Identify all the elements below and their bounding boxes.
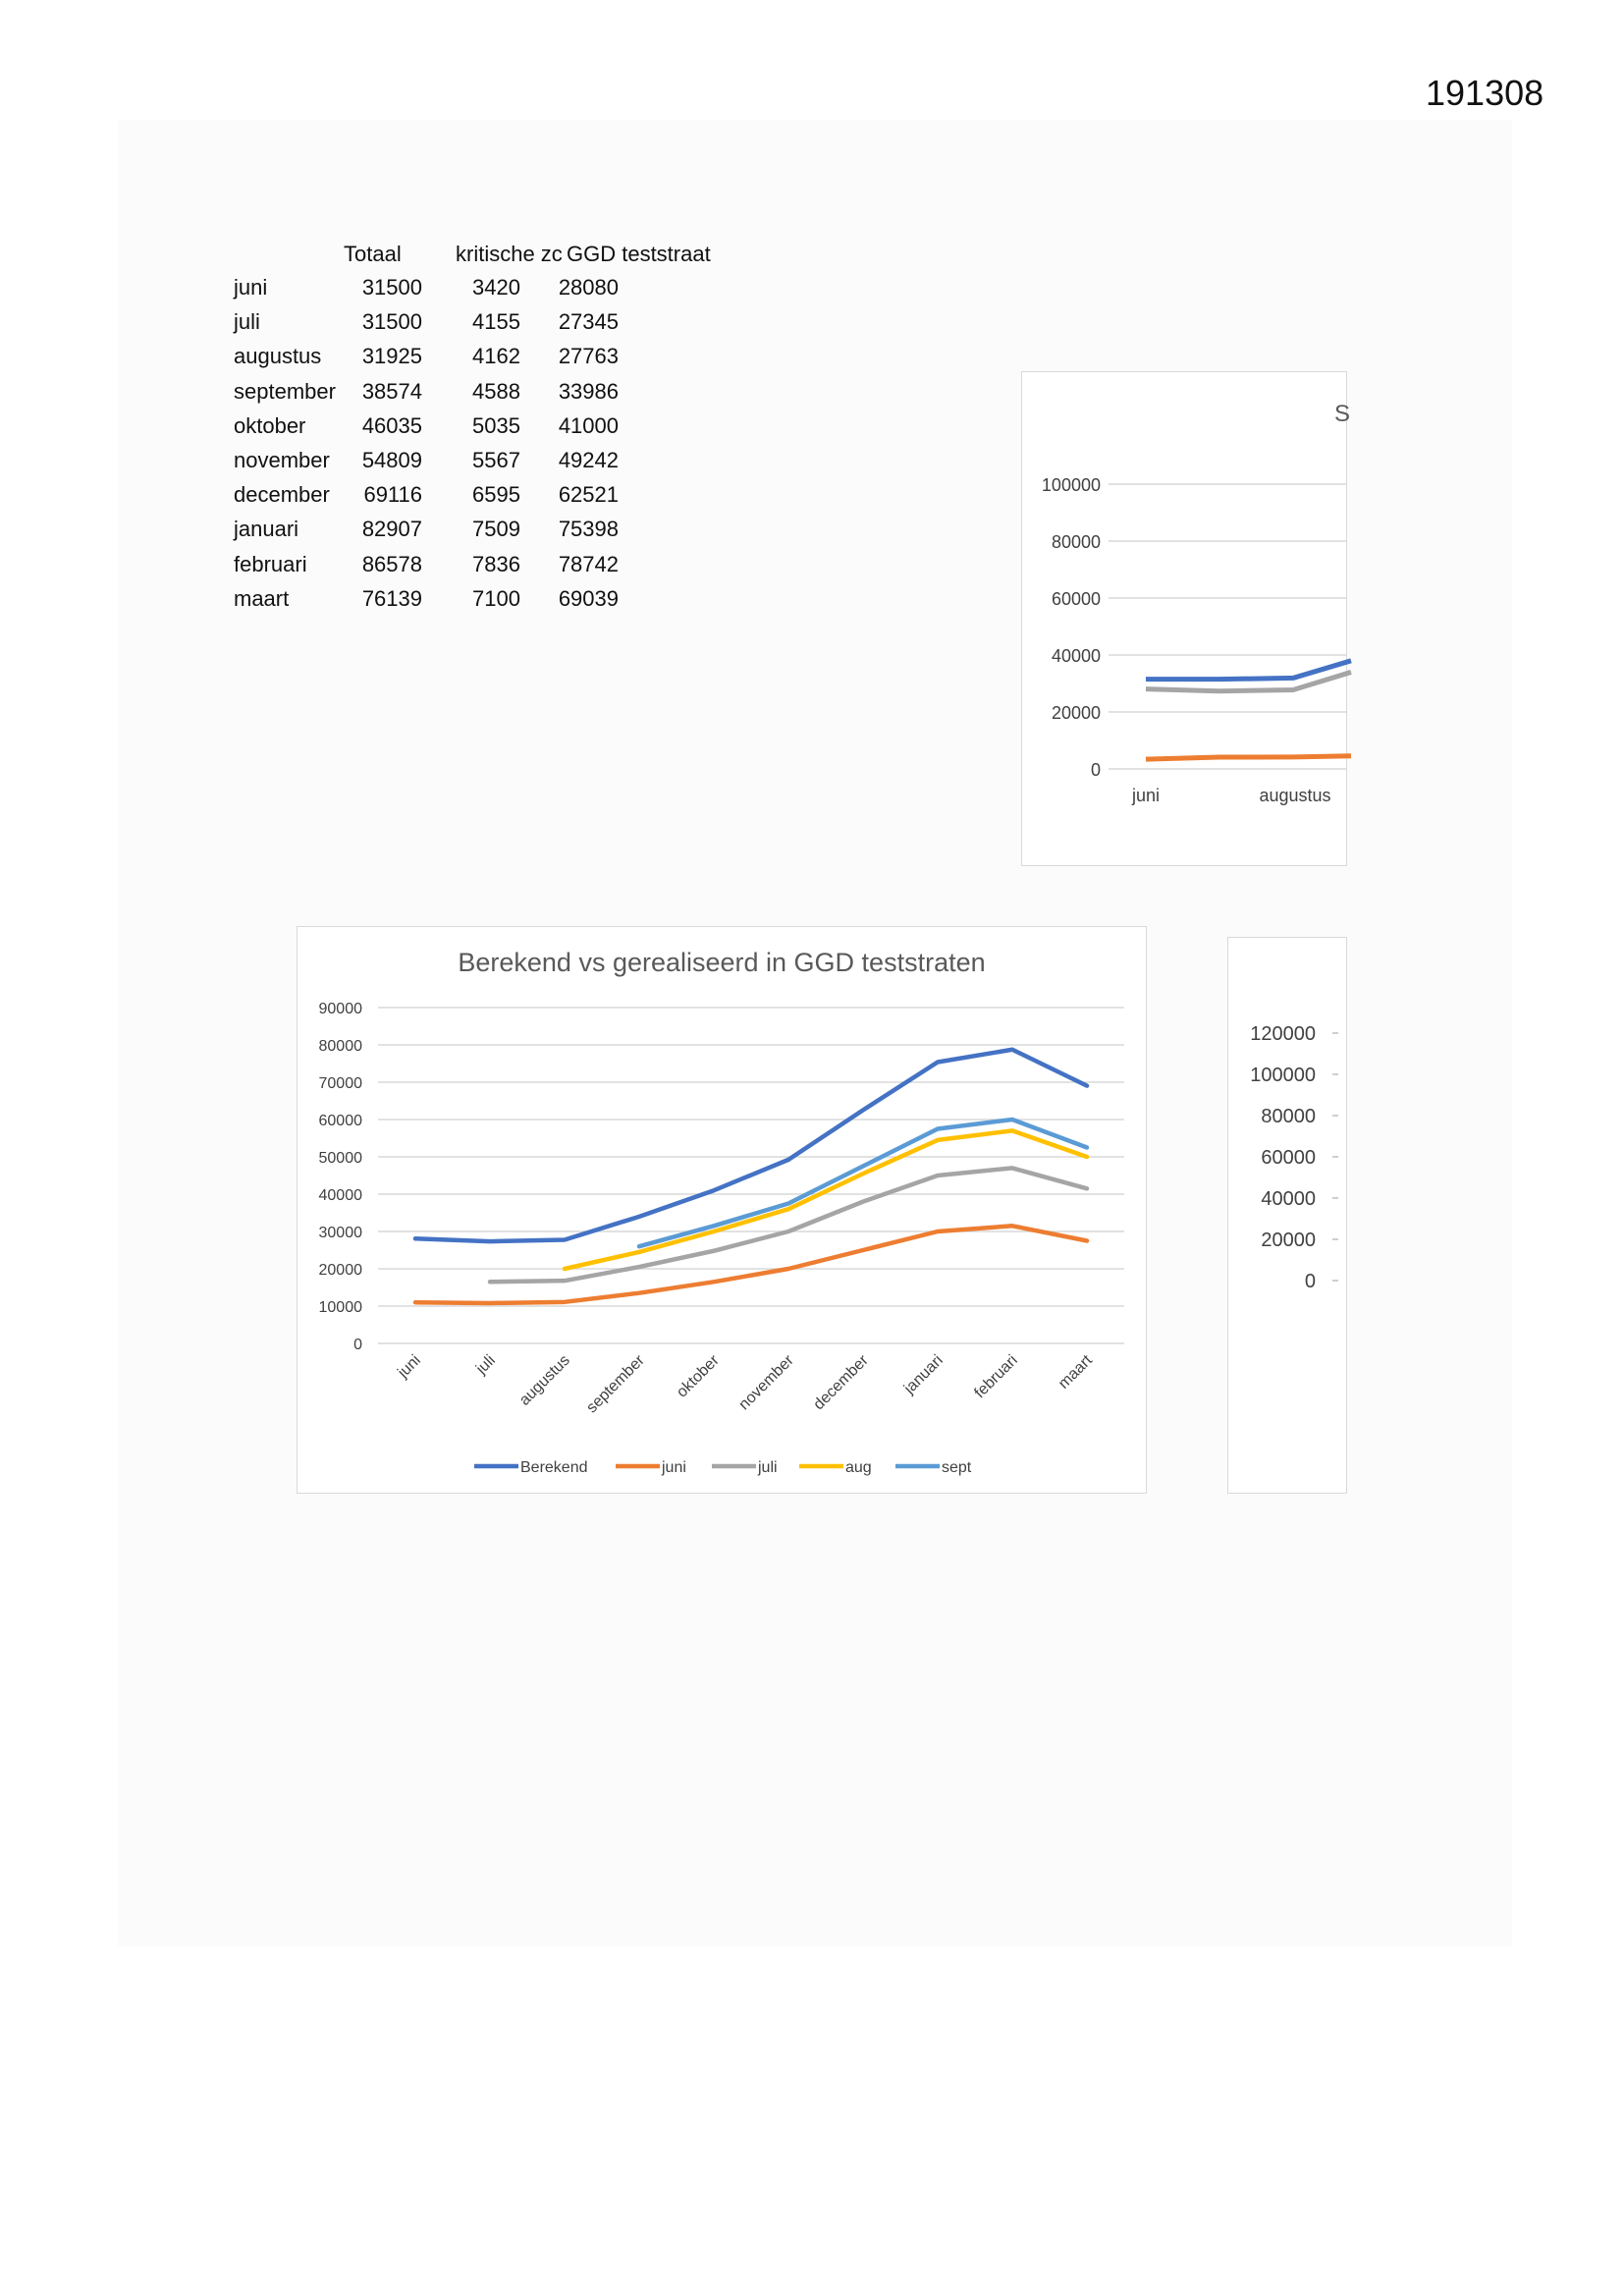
chart-partial-bottom-right-svg bbox=[1228, 938, 1346, 1493]
y-tick-label: 20000 bbox=[318, 1262, 362, 1279]
y-tick-label: 100000 bbox=[1250, 1065, 1316, 1086]
y-tick-label: 0 bbox=[1090, 760, 1101, 780]
table-cell-kritische: 7100 bbox=[472, 585, 520, 611]
table-cell-totaal: 31500 bbox=[361, 309, 422, 335]
x-tick-label: oktober bbox=[674, 1351, 723, 1401]
y-tick-label: 20000 bbox=[1261, 1230, 1316, 1251]
chart-berekend-vs-gerealiseerd-svg bbox=[298, 927, 1146, 1493]
y-tick-label: 10000 bbox=[318, 1299, 362, 1316]
chart-title: S bbox=[1334, 401, 1351, 427]
x-tick-label: juni bbox=[1131, 786, 1161, 805]
table-cell-ggd: 28080 bbox=[558, 275, 619, 300]
table-cell-ggd: 27763 bbox=[558, 344, 619, 369]
y-tick-label: 40000 bbox=[318, 1187, 362, 1204]
y-tick-label: 50000 bbox=[318, 1150, 362, 1167]
y-tick-label: 0 bbox=[353, 1337, 362, 1353]
y-tick-label: 80000 bbox=[318, 1038, 362, 1055]
x-tick-label: juli bbox=[472, 1351, 499, 1378]
table-cell-totaal: 69116 bbox=[363, 482, 422, 508]
x-tick-label: juni bbox=[395, 1351, 424, 1382]
table-cell-totaal: 82907 bbox=[361, 517, 422, 542]
table-cell-month: februari bbox=[234, 551, 307, 576]
table-cell-kritische: 6595 bbox=[472, 482, 520, 508]
table-cell-kritische: 7509 bbox=[472, 517, 520, 542]
x-tick-label: augustus bbox=[1259, 786, 1331, 805]
y-tick-label: 60000 bbox=[1051, 589, 1101, 609]
table-cell-ggd: 62521 bbox=[558, 482, 619, 508]
table-cell-ggd: 33986 bbox=[558, 378, 619, 404]
y-tick-label: 0 bbox=[1304, 1271, 1316, 1292]
y-tick-label: 80000 bbox=[1051, 532, 1101, 552]
table-cell-ggd: 78742 bbox=[558, 551, 619, 576]
table-cell-totaal: 31925 bbox=[361, 344, 422, 369]
x-tick-label: maart bbox=[1055, 1351, 1096, 1393]
table-header-totaal: Totaal bbox=[344, 242, 402, 266]
y-tick-label: 90000 bbox=[318, 1001, 362, 1017]
y-tick-label: 30000 bbox=[318, 1225, 362, 1241]
y-tick-label: 80000 bbox=[1261, 1106, 1316, 1127]
table-cell-totaal: 54809 bbox=[361, 448, 422, 472]
chart-partial-top-right-svg bbox=[1022, 372, 1351, 865]
y-tick-label: 40000 bbox=[1261, 1188, 1316, 1210]
table-cell-month: januari bbox=[234, 517, 299, 542]
table-cell-totaal: 46035 bbox=[361, 412, 422, 438]
table-cell-ggd: 69039 bbox=[558, 585, 619, 611]
x-tick-label: november bbox=[735, 1351, 797, 1414]
table-header-kritische: kritische zc bbox=[456, 242, 563, 266]
legend-label: juli bbox=[758, 1459, 778, 1476]
x-tick-label: augustus bbox=[515, 1351, 573, 1409]
y-tick-label: 60000 bbox=[318, 1113, 362, 1129]
series-line-2 bbox=[1146, 756, 1351, 759]
table-cell-month: juni bbox=[234, 275, 268, 300]
legend-label: juni bbox=[662, 1459, 686, 1476]
x-tick-label: februari bbox=[971, 1351, 1021, 1402]
table-cell-totaal: 31500 bbox=[361, 275, 422, 300]
y-tick-label: 100000 bbox=[1041, 475, 1101, 495]
y-tick-label: 40000 bbox=[1051, 646, 1101, 666]
table-cell-month: juli bbox=[234, 309, 260, 335]
table-cell-month: oktober bbox=[234, 412, 306, 438]
table-cell-kritische: 7836 bbox=[472, 551, 520, 576]
table-cell-totaal: 76139 bbox=[361, 585, 422, 611]
series-line-0 bbox=[1146, 661, 1351, 680]
legend-label: aug bbox=[845, 1459, 872, 1476]
chart-partial-bottom-right bbox=[1227, 937, 1347, 1494]
chart-title: Berekend vs gerealiseerd in GGD teststraten bbox=[458, 948, 986, 977]
y-tick-label: 20000 bbox=[1051, 703, 1101, 723]
y-tick-label: 120000 bbox=[1250, 1023, 1316, 1045]
table-cell-kritische: 5567 bbox=[472, 448, 520, 472]
table-cell-kritische: 4162 bbox=[472, 344, 520, 369]
table-cell-ggd: 27345 bbox=[558, 309, 619, 335]
table-cell-month: november bbox=[234, 448, 330, 472]
x-tick-label: december bbox=[810, 1351, 872, 1414]
page-id: 191308 bbox=[1426, 73, 1544, 113]
x-tick-label: september bbox=[583, 1351, 648, 1417]
table-cell-kritische: 5035 bbox=[472, 412, 520, 438]
legend-label: sept bbox=[942, 1459, 972, 1476]
chart-berekend-vs-gerealiseerd bbox=[297, 926, 1147, 1494]
y-tick-label: 70000 bbox=[318, 1075, 362, 1092]
legend-label: Berekend bbox=[520, 1459, 588, 1476]
table-cell-month: maart bbox=[234, 585, 290, 611]
table-cell-ggd: 49242 bbox=[558, 448, 619, 472]
y-tick-label: 60000 bbox=[1261, 1147, 1316, 1169]
x-tick-label: januari bbox=[900, 1351, 947, 1397]
table-cell-month: september bbox=[234, 378, 336, 404]
table-cell-kritische: 3420 bbox=[472, 275, 520, 300]
table-cell-kritische: 4588 bbox=[472, 378, 520, 404]
table-cell-totaal: 86578 bbox=[361, 551, 422, 576]
chart-partial-top-right bbox=[1021, 371, 1351, 866]
table-header-ggd: GGD teststraat bbox=[567, 242, 711, 266]
series-line-juni bbox=[415, 1226, 1087, 1303]
table-cell-ggd: 75398 bbox=[558, 517, 619, 542]
table-cell-month: december bbox=[234, 482, 330, 508]
series-line-aug bbox=[565, 1130, 1087, 1269]
table-cell-kritische: 4155 bbox=[472, 309, 520, 335]
table-cell-month: augustus bbox=[234, 344, 322, 369]
table-cell-ggd: 41000 bbox=[558, 412, 619, 438]
table-cell-totaal: 38574 bbox=[361, 378, 422, 404]
